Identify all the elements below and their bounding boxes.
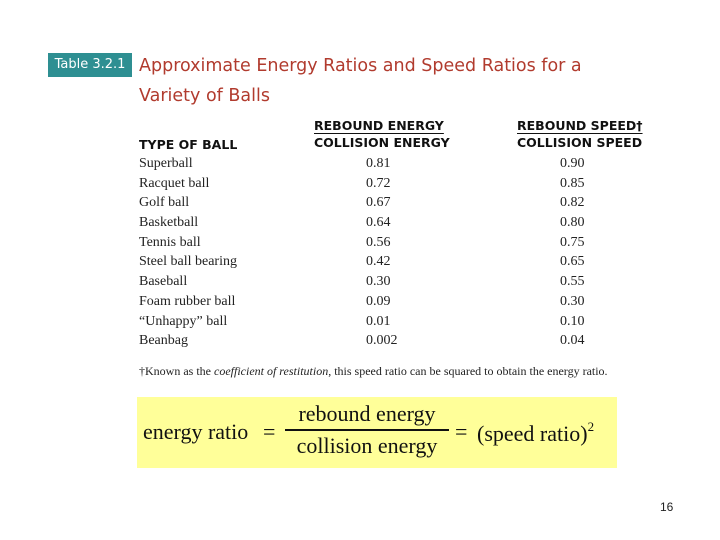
ball-name: Baseball	[139, 274, 188, 290]
column-header-energy-denominator: COLLISION ENERGY	[314, 135, 450, 150]
speed-ratio: 0.75	[560, 234, 585, 250]
column-header-speed-denominator: COLLISION SPEED	[517, 135, 643, 150]
ball-name: Superball	[139, 156, 193, 171]
formula-exponent: 2	[587, 419, 595, 434]
column-header-speed	[517, 118, 643, 150]
speed-ratio: 0.90	[560, 156, 585, 171]
speed-ratio: 0.80	[560, 215, 585, 231]
formula-rhs-base: (speed ratio)	[477, 421, 588, 446]
formula-lhs: energy ratio	[143, 419, 249, 444]
energy-ratio: 0.42	[366, 254, 391, 270]
column-header-energy	[314, 118, 450, 150]
table-footnote	[139, 364, 608, 379]
ball-name: Beanbag	[139, 333, 188, 349]
ball-name: Tennis ball	[139, 234, 201, 250]
speed-ratio: 0.10	[560, 313, 585, 329]
footnote-prefix: †Known as the	[139, 364, 214, 378]
formula-equals-sign: =	[455, 419, 468, 444]
ball-name: “Unhappy” ball	[139, 313, 228, 329]
energy-ratio: 0.64	[366, 215, 391, 231]
speed-ratio: 0.85	[560, 175, 585, 191]
table-number-badge: Table 3.2.1	[48, 53, 132, 77]
formula-denominator: collision energy	[296, 432, 438, 458]
energy-ratio: 0.30	[366, 274, 391, 290]
speed-ratio: 0.55	[560, 274, 585, 290]
footnote-suffix: , this speed ratio can be squared to obtain the energy ratio.	[328, 364, 608, 378]
energy-ratio: 0.002	[366, 333, 398, 349]
formula-numerator: rebound energy	[298, 401, 436, 426]
fraction-bar	[285, 429, 449, 431]
ball-name: Racquet ball	[139, 175, 210, 191]
table-title: Approximate Energy Ratios and Speed Ratios for a Variety of Balls	[139, 56, 582, 106]
column-header-energy-numerator: REBOUND ENERGY	[314, 118, 444, 133]
speed-ratio: 0.30	[560, 293, 585, 309]
energy-ratio: 0.72	[366, 175, 391, 191]
ball-name: Basketball	[139, 215, 199, 231]
energy-ratio: 0.01	[366, 313, 391, 329]
energy-ratio: 0.56	[366, 234, 391, 250]
energy-ratio: 0.81	[366, 156, 391, 171]
energy-ratio: 0.09	[366, 293, 391, 309]
column-header-type: TYPE OF BALL	[139, 137, 238, 152]
energy-ratio: 0.67	[366, 195, 391, 211]
footnote-term: coefficient of restitution	[214, 364, 329, 378]
energy-ratio-formula	[137, 397, 617, 468]
ball-name: Golf ball	[139, 195, 190, 211]
speed-ratio: 0.65	[560, 254, 585, 270]
formula-equals-sign: =	[263, 419, 276, 444]
ball-name: Steel ball bearing	[139, 254, 237, 270]
formula-fraction	[285, 401, 449, 459]
formula-rhs	[477, 419, 594, 447]
speed-ratio: 0.82	[560, 195, 585, 211]
speed-ratio: 0.04	[560, 333, 585, 349]
column-header-speed-numerator: REBOUND SPEED†	[517, 118, 643, 133]
page-number: 16	[660, 500, 674, 514]
ball-name: Foam rubber ball	[139, 293, 236, 309]
